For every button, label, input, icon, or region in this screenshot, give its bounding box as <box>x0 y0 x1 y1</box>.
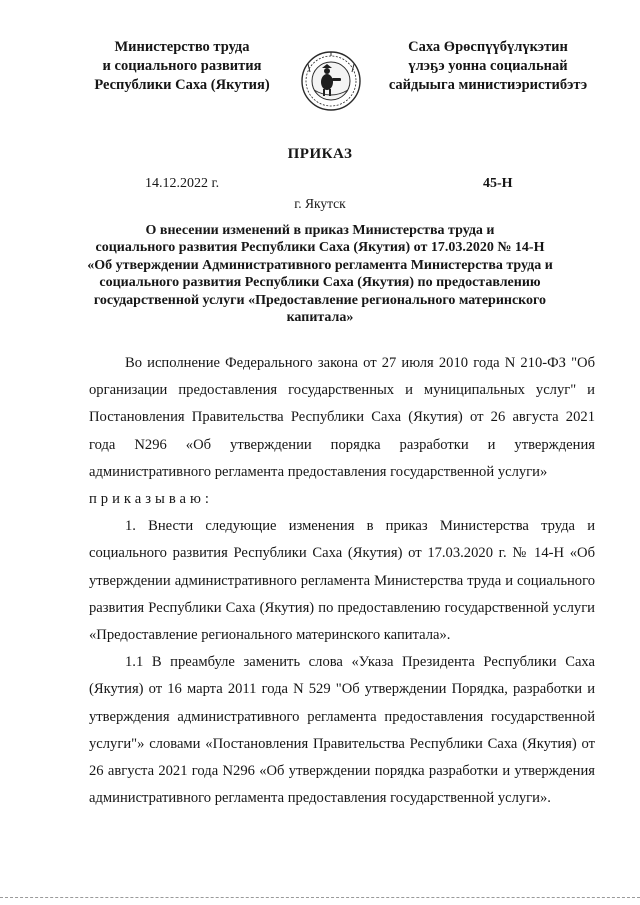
preamble-paragraph: Во исполнение Федерального закона от 27 июля 2010 года N 210-ФЗ "Об организации предоставления государственных и муниципальных услуг" и Постановления Правительства Республики Саха (Якутия) от 26 августа 2021 года N296 «Об утверждении порядка разработки и утверждения административного регламента предоставления государственной услуги» <box>89 355 595 480</box>
ministry-name-line: үлэҕэ уонна социальнай <box>408 58 568 74</box>
order-date: 14.12.2022 г. <box>145 176 220 191</box>
subject-line: социального развития Республики Саха (Якутия) по предоставлению <box>99 275 541 291</box>
subject-line: «Об утверждении Административного регламента Министерства труда и <box>87 257 553 273</box>
subject-line: О внесении изменений в приказ Министерства труда и <box>145 223 495 238</box>
scan-edge-divider <box>0 897 640 898</box>
item-1-1-paragraph: 1.1 В преамбуле заменить слова «Указа Президента Республики Саха (Якутия) от 16 марта 2011 года N 529 "Об утверждении Порядка, разработки и утверждения административного регламента предоставления государственной услуги"» словами «Постановления Правительства Республики Саха (Якутия) от 26 августа 2021 года N296 «Об утверждении порядка разработки и утверждения административного регламента предоставления государственной услуги». <box>89 654 595 807</box>
order-subject <box>78 222 562 326</box>
order-number: 45-Н <box>483 176 513 191</box>
ministry-name-line: сайдыыга министиэристибэтэ <box>388 77 588 93</box>
order-city: г. Якутск <box>294 196 346 211</box>
republic-emblem-icon <box>298 50 364 112</box>
ministry-name-russian <box>82 38 282 95</box>
order-body <box>89 350 595 812</box>
ministry-name-yakut <box>372 38 604 95</box>
document-title: ПРИКАЗ <box>287 146 353 162</box>
order-word: приказываю: <box>89 491 213 508</box>
ministry-name-line: и социального развития <box>102 58 262 74</box>
item-1-paragraph: 1. Внести следующие изменения в приказ Министерства труда и социального развития Республики Саха (Якутия) от 17.03.2020 г. № 14-Н «Об утверждении административного регламента Министерства труда и социального развития Республики Саха (Якутия) по предоставлению государственной услуги «Предоставление регионального материнского капитала». <box>89 518 595 644</box>
subject-line: капитала» <box>286 310 354 326</box>
subject-line: социального развития Республики Саха (Якутия) от 17.03.2020 № 14-Н <box>95 240 545 256</box>
subject-line: государственной услуги «Предоставление регионального материнского <box>93 292 547 308</box>
ministry-name-line: Саха Өрөспүүбүлүкэтин <box>408 39 568 55</box>
ministry-name-line: Республики Саха (Якутия) <box>94 77 270 93</box>
ministry-name-line: Министерство труда <box>114 39 250 55</box>
